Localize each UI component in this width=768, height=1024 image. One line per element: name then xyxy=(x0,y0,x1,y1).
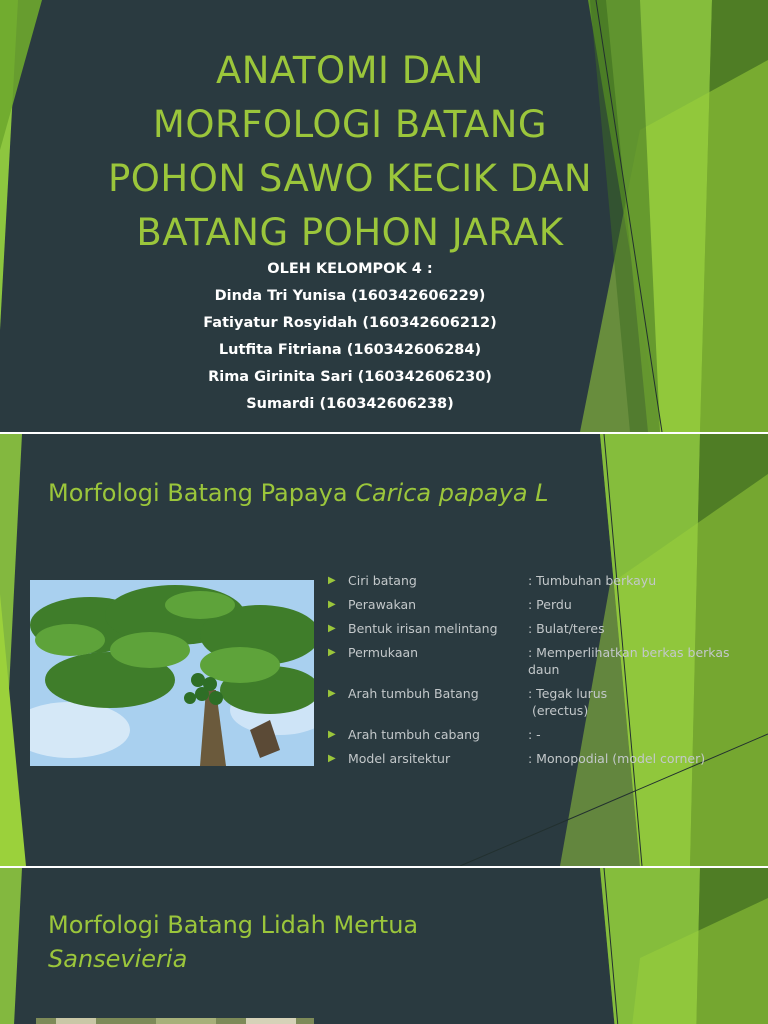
sansevieria-photo xyxy=(36,1018,314,1024)
property-key: Permukaan xyxy=(348,645,419,660)
property-value: : Bulat/teres xyxy=(528,621,605,636)
property-row xyxy=(328,620,748,637)
property-row xyxy=(328,726,748,743)
property-key: Arah tumbuh cabang xyxy=(348,727,480,742)
papaya-tree-photo xyxy=(30,580,314,766)
title-line: ANATOMI DAN xyxy=(215,49,485,92)
property-value: : Memperlihatkan berkas berkas daun xyxy=(528,645,730,677)
property-key: Bentuk irisan melintang xyxy=(348,621,498,636)
title-scientific-name: Carica papaya L xyxy=(355,479,549,507)
property-row xyxy=(328,572,748,589)
author-name: Lutfita Fitriana (160342606284) xyxy=(218,342,482,358)
presentation-title xyxy=(60,44,640,260)
slide-title xyxy=(48,908,608,976)
sansevieria-slide xyxy=(0,868,768,1024)
triangle-bullet-icon: ▶ xyxy=(328,729,336,740)
stem-properties xyxy=(328,572,748,774)
property-row xyxy=(328,685,748,719)
slide-title xyxy=(48,476,549,510)
title-slide xyxy=(0,0,768,432)
property-key: Ciri batang xyxy=(348,573,417,588)
title-scientific-name: Sansevieria xyxy=(48,945,188,973)
author-name: Fatiyatur Rosyidah (160342606212) xyxy=(203,315,497,331)
property-key: Arah tumbuh Batang xyxy=(348,686,479,701)
property-row xyxy=(328,596,748,613)
author-name: Rima Girinita Sari (160342606230) xyxy=(208,369,492,385)
property-key: Perawakan xyxy=(348,597,417,612)
author-name: Dinda Tri Yunisa (160342606229) xyxy=(214,288,486,304)
title-text: Morfologi Batang Lidah Mertua xyxy=(48,911,419,939)
property-key: Model arsitektur xyxy=(348,751,451,766)
property-value: : Monopodial (model corner) xyxy=(528,751,706,766)
property-row xyxy=(328,750,748,767)
property-value: : Tumbuhan berkayu xyxy=(528,573,657,588)
triangle-bullet-icon: ▶ xyxy=(328,599,336,610)
property-value xyxy=(528,685,748,719)
triangle-bullet-icon: ▶ xyxy=(328,647,336,658)
triangle-bullet-icon: ▶ xyxy=(328,688,336,699)
triangle-bullet-icon: ▶ xyxy=(328,623,336,634)
author-name: Sumardi (160342606238) xyxy=(246,396,454,412)
triangle-bullet-icon: ▶ xyxy=(328,575,336,586)
title-line: POHON SAWO KECIK DAN xyxy=(108,157,592,200)
authors-heading: OLEH KELOMPOK 4 : xyxy=(267,261,433,277)
property-value: : Perdu xyxy=(528,597,572,612)
title-line: MORFOLOGI BATANG xyxy=(152,103,548,146)
author-list xyxy=(100,256,600,418)
property-value-line: : Tegak lurus xyxy=(528,686,608,701)
property-row xyxy=(328,644,748,678)
title-text: Morfologi Batang Papaya xyxy=(48,479,356,507)
papaya-slide xyxy=(0,434,768,866)
title-line: BATANG POHON JARAK xyxy=(136,211,564,254)
property-value: : - xyxy=(528,727,541,742)
triangle-bullet-icon: ▶ xyxy=(328,753,336,764)
property-value-line: (erectus) xyxy=(531,703,589,718)
